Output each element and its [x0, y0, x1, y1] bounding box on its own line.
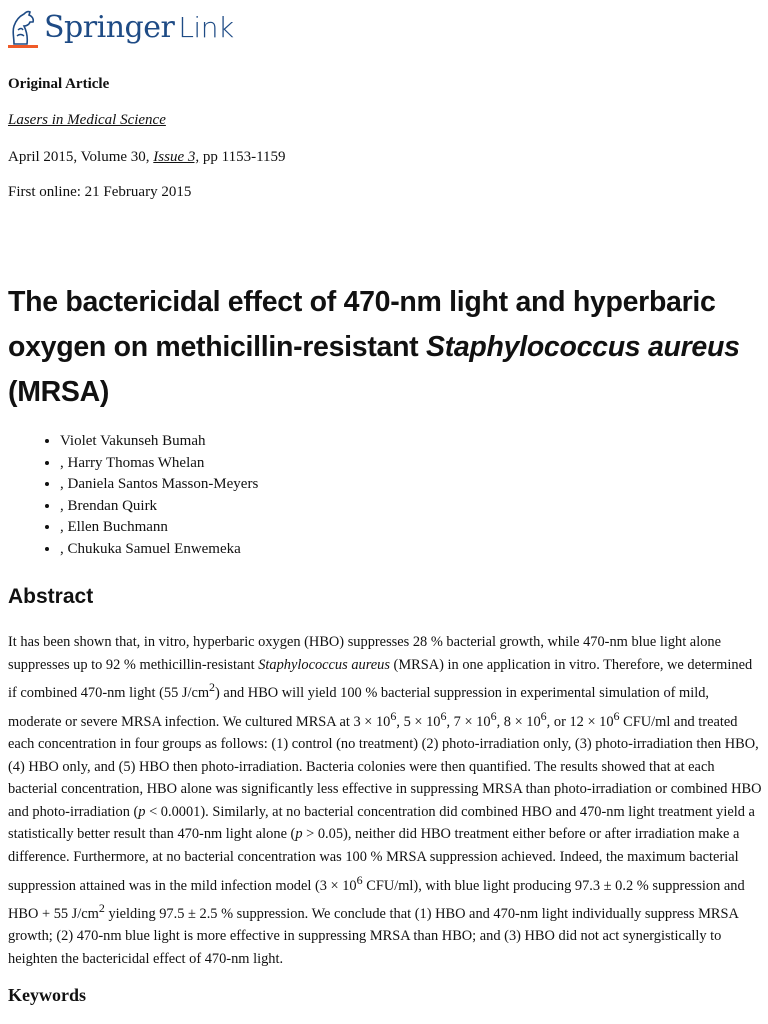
brand-name: Springer [44, 10, 175, 45]
logo-underline [8, 45, 38, 48]
article-type: Original Article [8, 76, 110, 92]
author-item[interactable] [60, 453, 258, 475]
author-name: , Ellen Buchmann [60, 519, 168, 535]
brand-wordmark [44, 10, 234, 46]
author-name: , Chukuka Samuel Enwemeka [60, 540, 241, 557]
issue-link[interactable]: Issue 3, [153, 149, 200, 165]
article-title [8, 280, 760, 415]
springer-link-logo[interactable] [8, 10, 234, 52]
title-text: The bactericidal effect of 470-nm light and hyperbaric oxygen on methicillin-resistant [8, 286, 716, 363]
journal-link[interactable]: Lasers in Medical Science [8, 112, 166, 128]
title-suffix: (MRSA) [8, 376, 110, 408]
author-item[interactable] [60, 539, 258, 561]
title-species: Staphylococcus aureus [425, 331, 740, 363]
author-item[interactable] [60, 474, 258, 496]
author-name: Violet Vakunseh Bumah [60, 433, 206, 449]
abstract-heading: Abstract [8, 585, 94, 608]
author-item[interactable] [60, 496, 258, 518]
keywords-heading: Keywords [8, 985, 86, 1005]
issue-prefix: April 2015, Volume 30, [8, 149, 154, 165]
issue-pages: pp 1153-1159 [199, 149, 286, 165]
abstract-text: It has been shown that, in vitro, hyperbaric oxygen (HBO) suppresses 28 % bacterial growth, while 470-nm blue light alone suppresses up to 92 % methicillin-resistant Staphylococcus aureus (MRSA) in one application in vitro. Therefore, we determined if combined 470-nm light (55 $J/cm^2$) and HBO will yield 100 % bacterial suppression in experimental simulation of mild, moderate or severe MRSA infection. We cultured MRSA at $3 \times 10^6$, $5 \times 10^6$, $7 \times 10^6$, $8 \times 10^6$, or $12 \times 10^6$ CFU/ml and treated each concentration in four groups as follows: (1) control (no treatment) (2) photo-irradiation only, (3) photo-irradiation then HBO, (4) HBO only, and (5) HBO then photo-irradiation. Bacteria colonies were then quantified. The results showed that at each bacterial concentration, HBO alone was significantly less effective in suppressing MRSA than photo-irradiation or combined HBO and photo-irradiation (p < 0.0001). Similarly, at no bacterial concentration did combined HBO and 470-nm light treatment yield a statistically better result than 470-nm light alone (p > 0.05), neither did HBO treatment either before or after irradiation make a difference. Furthermore, at no bacterial concentration was 100 % MRSA suppression achieved. Indeed, the maximum bacterial suppression attained was in the mild infection model ($3 \times 10^6$ CFU/ml), with blue light producing 97.3 ± 0.2 % suppression and HBO + 55 $J/cm^2$ yielding 97.5 ± 2.5 % suppression. We conclude that (1) HBO and 470-nm light individually suppress MRSA growth; (2) 470-nm blue light is more effective in suppressing MRSA than HBO; and (3) HBO did not act synergistically to heighten the bactericidal effect of 470-nm light. [8, 634, 762, 967]
author-item[interactable] [60, 517, 258, 539]
first-online: First online: 21 February 2015 [8, 184, 192, 200]
author-list [0, 431, 258, 560]
issue-info [8, 148, 286, 166]
springer-horse-icon [8, 10, 38, 50]
author-name: , Harry Thomas Whelan [60, 454, 205, 471]
author-name: , Brendan Quirk [60, 497, 158, 514]
author-name: , Daniela Santos Masson-Meyers [60, 476, 259, 492]
brand-suffix: Link [178, 11, 234, 44]
author-item[interactable] [60, 431, 258, 453]
